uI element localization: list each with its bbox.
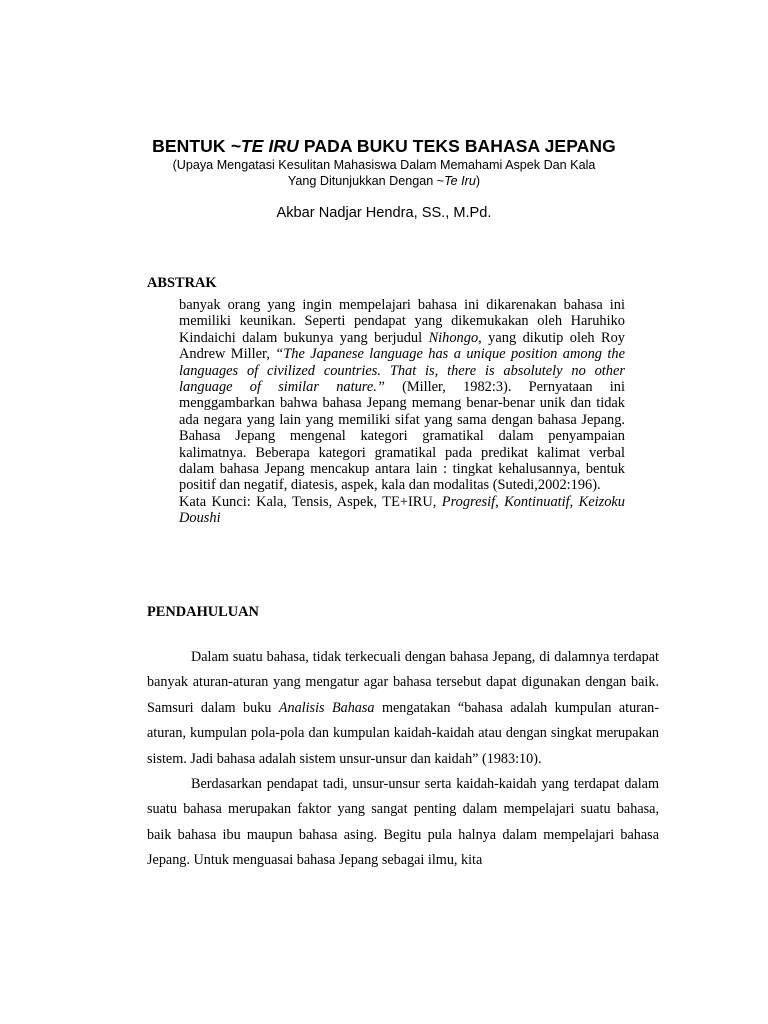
abstract-heading: ABSTRAK <box>147 275 217 291</box>
subtitle-line-2 <box>0 173 768 189</box>
abstract-body <box>179 297 625 527</box>
intro-body <box>147 645 659 874</box>
keywords-italic: Progresif, Kontinuatif, Keizoku Doushi <box>179 493 625 527</box>
subtitle-line-2-italic: Te Iru <box>444 174 476 188</box>
intro-paragraph-2: Berdasarkan pendapat tadi, unsur-unsur serta kaidah-kaidah yang terdapat dalam suatu bahasa merupakan faktor yang sangat penting dalam mempelajari suatu bahasa, baik bahasa ibu maupun bahasa asing. Begitu pula halnya dalam mempelajari bahasa Jepang. Untuk menguasai bahasa Jepang sebagai ilmu, kita <box>147 776 659 869</box>
subtitle-line-1: (Upaya Mengatasi Kesulitan Mahasiswa Dalam Memahami Aspek Dan Kala <box>172 158 596 172</box>
abstract-text-c: (Miller, 1982:3). Pernyataan ini menggambarkan bahwa bahasa Jepang memang benar-benar unik dan tidak ada negara yang lain yang memiliki sifat yang sama dengan bahasa Jepang. Bahasa Jepang mengenal kategori gramatikal dalam penyampaian kalimatnya. Beberapa kategori gramatikal pada predikat kalimat verbal dalam bahasa Jepang mencakup antara lain : tingkat kehalusannya, bentuk positif dan negatif, diatesis, aspek, kala dan modalitas (Sutedi,2002:196). <box>179 379 625 494</box>
abstract-quote: “The Japanese language has a unique position among the languages of civilized countries. That is, there is absolutely no other language of similar nature.” <box>179 346 625 396</box>
keywords-plain: Kata Kunci: Kala, Tensis, Aspek, TE+IRU, <box>179 493 442 510</box>
intro-p1-text-a: Dalam suatu bahasa, tidak terkecuali dengan bahasa Jepang, di dalamnya terdapat banyak aturan-aturan yang mengatur agar bahasa tersebut dapat digunakan dengan baik. Samsuri dalam buku <box>147 649 659 716</box>
abstract-text-a: banyak orang yang ingin mempelajari bahasa ini dikarenakan bahasa ini memiliki keunikan. Seperti pendapat yang dikemukakan oleh Haruhiko Kindaichi dalam bukunya yang berjudul <box>179 297 625 346</box>
author-name: Akbar Nadjar Hendra, SS., M.Pd. <box>276 205 492 221</box>
intro-p1-text-b: mengatakan “bahasa adalah kumpulan aturan-aturan, kumpulan pola-pola dan kumpulan kaidah-kaidah atau dengan singkat merupakan sistem. Jadi bahasa adalah sistem unsur-unsur dan kaidah” (1983:10). <box>147 699 660 767</box>
title-prefix: BENTUK <box>152 136 231 156</box>
subtitle-line-2-prefix: Yang Ditunjukkan Dengan ~ <box>287 174 445 188</box>
title-italic: ~TE IRU <box>230 136 299 156</box>
title-suffix: PADA BUKU TEKS BAHASA JEPANG <box>298 136 616 156</box>
intro-paragraph-1 <box>147 645 659 772</box>
subtitle-line-2-suffix: ) <box>475 174 481 188</box>
abstract-book-title: Nihongo <box>428 329 479 346</box>
abstract-text-b: , yang dikutip oleh Roy Andrew Miller, <box>179 329 625 363</box>
intro-p1-book-title: Analisis Bahasa <box>278 699 375 716</box>
abstract-keywords <box>179 494 625 527</box>
paper-title <box>0 136 768 157</box>
paper-subtitle <box>0 157 768 189</box>
intro-heading: PENDAHULUAN <box>147 604 259 620</box>
abstract-paragraph <box>179 297 625 494</box>
